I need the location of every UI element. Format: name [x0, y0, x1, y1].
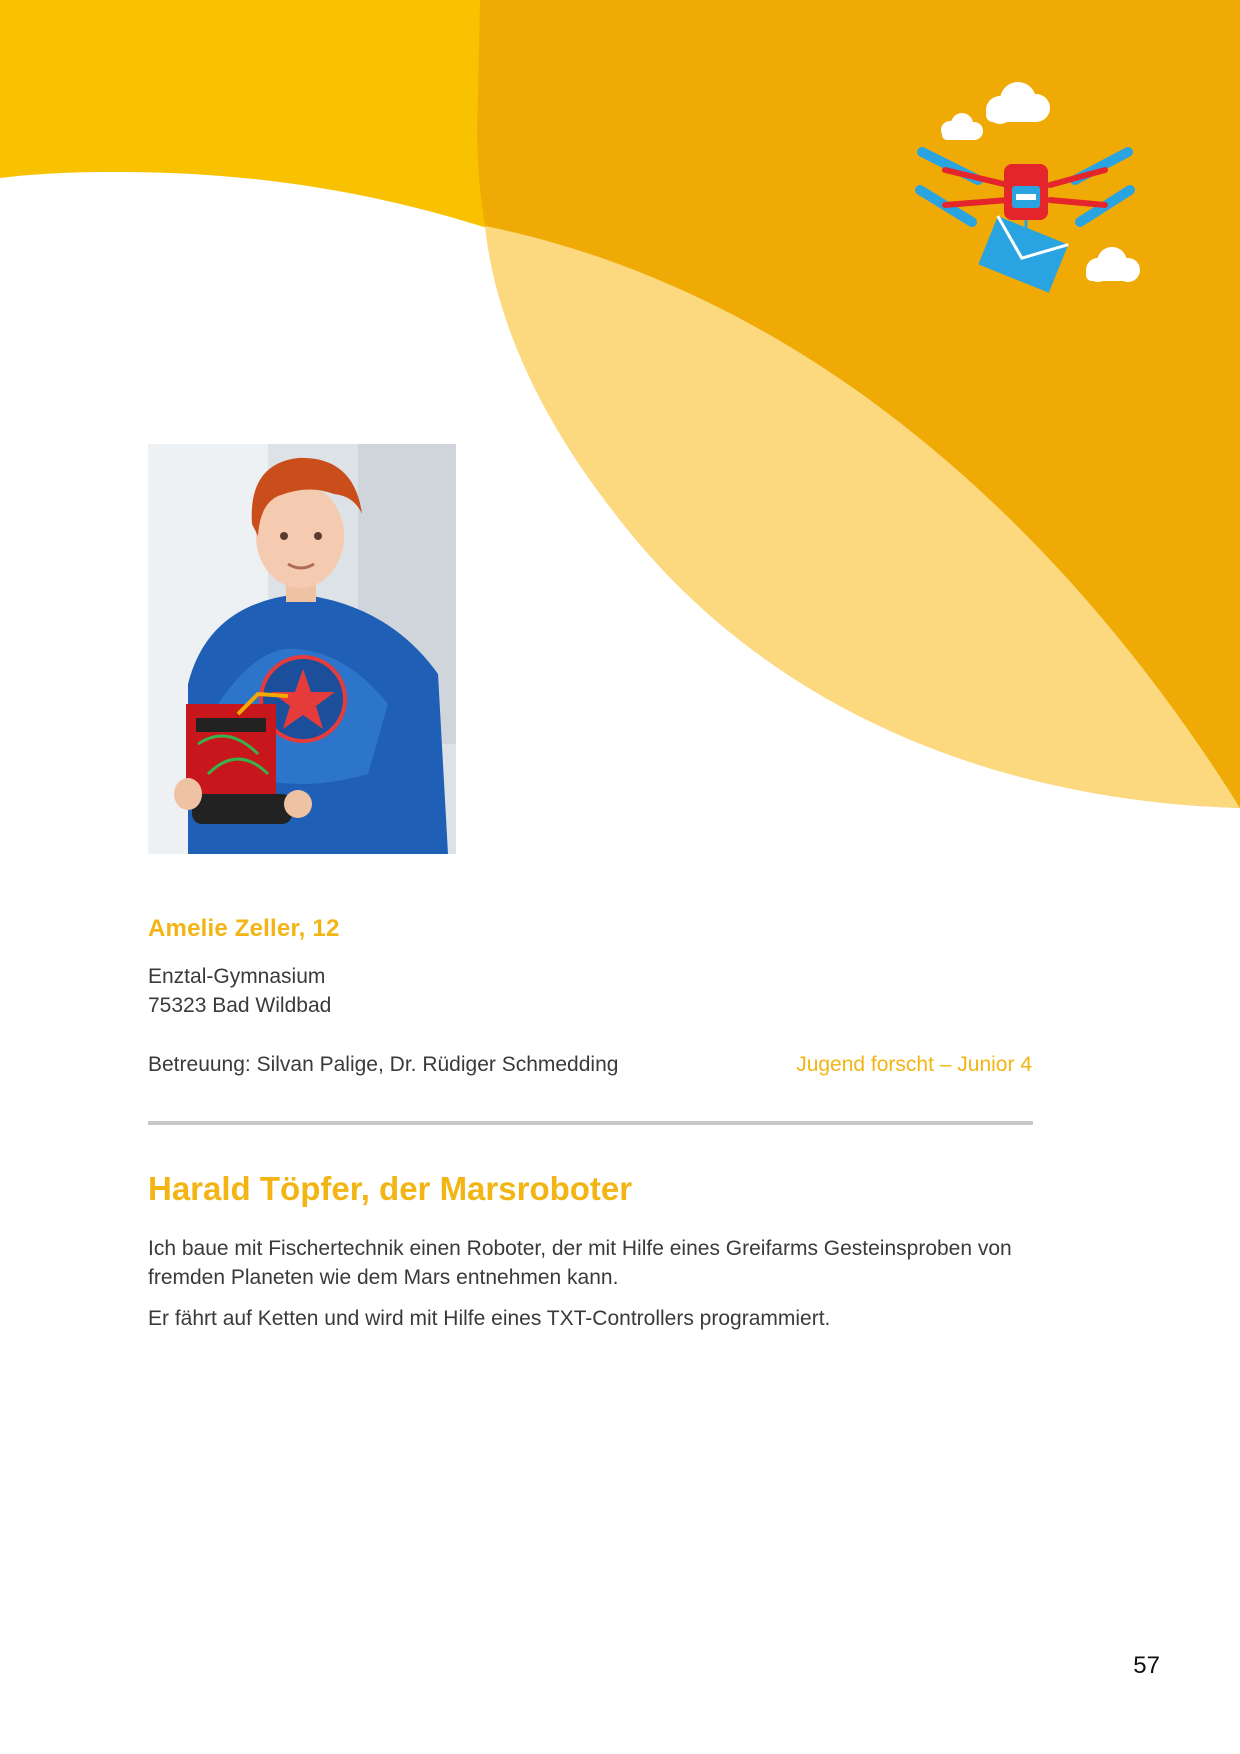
page-number: 57: [1133, 1652, 1160, 1679]
description-paragraph: Ich baue mit Fischertechnik einen Roboter, der mit Hilfe eines Greifarms Gesteinsproben von fremden Planeten wie dem Mars entnehmen kann.: [148, 1237, 1012, 1289]
student-photo: [148, 444, 456, 854]
school-name: Enztal-Gymnasium: [148, 965, 326, 988]
project-title: Harald Töpfer, der Marsroboter: [148, 1170, 633, 1207]
section-divider: [148, 1121, 1033, 1125]
student-name: Amelie Zeller, 12: [148, 915, 340, 942]
project-description: [148, 1234, 1038, 1345]
supervision-text: Betreuung: Silvan Palige, Dr. Rüdiger Schmedding: [148, 1053, 619, 1076]
school-info: [148, 962, 331, 1020]
description-paragraph: Er fährt auf Ketten und wird mit Hilfe eines TXT-Controllers programmiert.: [148, 1307, 831, 1330]
category-label: Jugend forscht – Junior 4: [796, 1053, 1032, 1076]
school-city: 75323 Bad Wildbad: [148, 994, 332, 1017]
